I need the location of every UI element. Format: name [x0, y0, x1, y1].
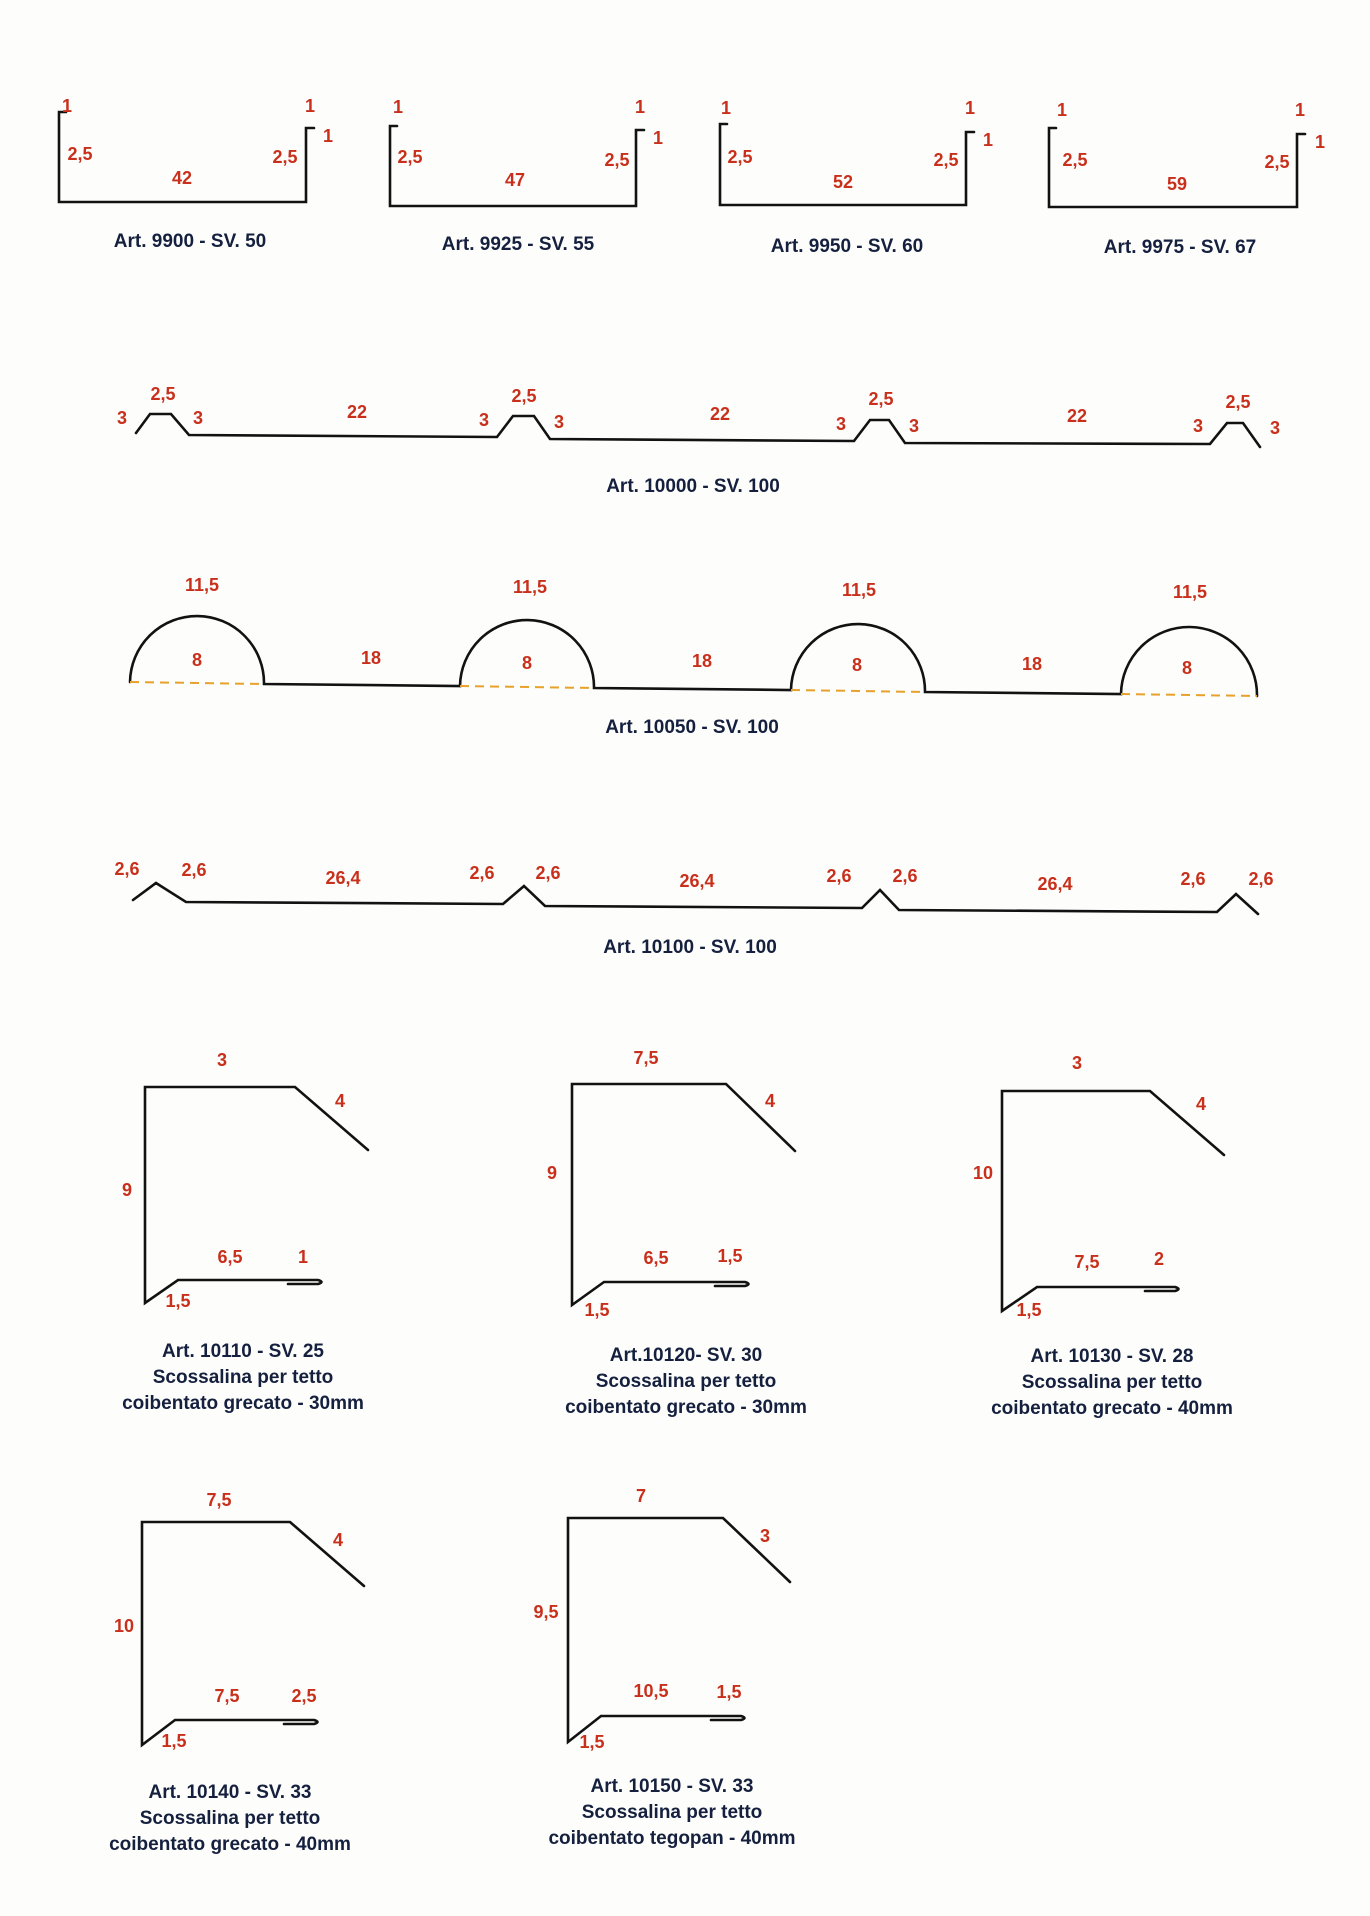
caption: Art. 9900 - SV. 50	[113, 231, 267, 252]
dim-label: 7,5	[206, 1490, 232, 1510]
profile-10100	[114, 859, 1273, 958]
flashing-10130	[973, 1053, 1233, 1419]
channel-9950	[720, 98, 993, 257]
dim-label: 3	[478, 410, 490, 430]
dim-label: 22	[1066, 406, 1088, 426]
dim-label: 1	[964, 98, 976, 118]
dim-label: 26,4	[1037, 874, 1073, 894]
caption-line: coibentato grecato - 40mm	[109, 1834, 351, 1855]
dim-label: 1,5	[584, 1300, 610, 1320]
channel-9900	[59, 96, 333, 252]
dim-label: 26,4	[325, 868, 361, 888]
dim-label: 2,5	[272, 147, 298, 167]
dim-label: 22	[346, 402, 368, 422]
dim-label: 3	[908, 416, 920, 436]
profile-10000	[117, 384, 1280, 497]
dim-label: 1	[634, 97, 646, 117]
dim-label: 52	[832, 172, 854, 192]
dim-label: 3	[759, 1526, 771, 1546]
dim-label: 2,5	[1062, 150, 1088, 170]
dim-label: 2,6	[1248, 869, 1274, 889]
dim-label: 2,6	[1180, 869, 1206, 889]
flashing-profile-line	[142, 1522, 364, 1745]
dim-label: 11,5	[1172, 582, 1208, 602]
caption-line: coibentato grecato - 40mm	[991, 1398, 1233, 1419]
dim-label: 4	[334, 1091, 346, 1111]
dim-label: 8	[191, 650, 203, 670]
dim-label: 2,5	[868, 389, 894, 409]
caption-line: coibentato grecato - 30mm	[565, 1397, 807, 1418]
dim-label: 2,5	[291, 1686, 317, 1706]
dim-label: 3	[1269, 418, 1281, 438]
flashing-profile-line	[568, 1518, 790, 1742]
flashing-profile-line	[1002, 1091, 1224, 1311]
caption: Art. 9975 - SV. 67	[1103, 237, 1257, 258]
dim-label: 2,6	[535, 863, 561, 883]
dim-label: 10	[113, 1616, 135, 1636]
dim-label: 1	[392, 97, 404, 117]
dim-label: 4	[764, 1091, 776, 1111]
dim-label: 1	[1294, 100, 1306, 120]
dim-label: 3	[216, 1050, 228, 1070]
caption: Art. 10050 - SV. 100	[605, 717, 779, 738]
dim-label: 1	[652, 128, 664, 148]
dim-label: 26,4	[679, 871, 715, 891]
dim-label: 2,5	[67, 144, 93, 164]
flashing-10140	[109, 1490, 364, 1855]
dim-label: 22	[709, 404, 731, 424]
dim-label: 42	[171, 168, 193, 188]
dim-label: 1	[1314, 132, 1326, 152]
dim-label: 1,5	[716, 1682, 742, 1702]
caption-line: coibentato tegopan - 40mm	[548, 1828, 796, 1849]
dim-label: 1	[61, 96, 73, 116]
dim-label: 8	[851, 655, 863, 675]
caption-line: Scossalina per tetto	[152, 1367, 334, 1388]
dim-label: 18	[1021, 654, 1043, 674]
dim-label: 3	[553, 412, 565, 432]
caption-line: Scossalina per tetto	[595, 1371, 777, 1392]
dim-label: 1,5	[1016, 1300, 1042, 1320]
dim-label: 2,6	[181, 860, 207, 880]
caption-line: Art. 10150 - SV. 33	[590, 1776, 754, 1797]
flashing-10120	[547, 1048, 807, 1418]
caption-line: Art. 10110 - SV. 25	[162, 1341, 324, 1362]
dim-label: 1,5	[717, 1246, 743, 1266]
dim-label: 2,5	[933, 150, 959, 170]
profile-10000-line	[136, 414, 1260, 447]
dim-label: 11,5	[184, 575, 220, 595]
dim-label: 6,5	[643, 1248, 669, 1268]
dashed-chord	[130, 682, 264, 684]
dim-label: 11,5	[512, 577, 548, 597]
caption-line: coibentato grecato - 30mm	[122, 1393, 364, 1414]
caption-line: Art.10120- SV. 30	[609, 1345, 763, 1366]
dim-label: 8	[521, 653, 533, 673]
profile-10050	[130, 575, 1257, 738]
dim-label: 2,5	[397, 147, 423, 167]
dashed-chord	[460, 686, 594, 688]
dim-label: 2,6	[826, 866, 852, 886]
dim-label: 3	[192, 408, 204, 428]
caption-line: Art. 10140 - SV. 33	[148, 1782, 312, 1803]
dim-label: 4	[332, 1530, 344, 1550]
dim-label: 2,6	[892, 866, 918, 886]
dim-label: 4	[1195, 1094, 1207, 1114]
dim-label: 1	[304, 96, 316, 116]
dim-label: 1	[322, 126, 334, 146]
dim-label: 3	[1071, 1053, 1083, 1073]
dim-label: 2,5	[511, 386, 537, 406]
flashing-profile-line	[145, 1087, 368, 1303]
dim-label: 1	[720, 98, 732, 118]
dim-label: 18	[360, 648, 382, 668]
dim-label: 7	[635, 1486, 647, 1506]
dim-label: 10,5	[633, 1681, 669, 1701]
dim-label: 9	[121, 1180, 133, 1200]
dim-label: 7,5	[214, 1686, 240, 1706]
dim-label: 1	[982, 130, 994, 150]
caption: Art. 9925 - SV. 55	[441, 234, 595, 255]
caption: Art. 9950 - SV. 60	[770, 236, 924, 257]
dim-label: 11,5	[841, 580, 877, 600]
dim-label: 2,5	[1225, 392, 1251, 412]
caption-line: Scossalina per tetto	[139, 1808, 321, 1829]
dim-label: 9	[546, 1163, 558, 1183]
dim-label: 10	[972, 1163, 994, 1183]
dashed-chord	[791, 690, 925, 692]
dim-label: 18	[691, 651, 713, 671]
dim-label: 1,5	[165, 1291, 191, 1311]
dim-label: 2	[1153, 1249, 1165, 1269]
dim-label: 3	[116, 408, 128, 428]
dim-label: 7,5	[633, 1048, 659, 1068]
flashing-10110	[122, 1050, 368, 1414]
flashing-10150	[533, 1486, 795, 1849]
channel-9925	[390, 97, 663, 255]
dim-label: 1,5	[579, 1732, 605, 1752]
caption: Art. 10000 - SV. 100	[606, 476, 780, 497]
dim-label: 1	[1056, 100, 1068, 120]
caption-line: Scossalina per tetto	[1021, 1372, 1203, 1393]
dim-label: 3	[1192, 416, 1204, 436]
caption: Art. 10100 - SV. 100	[603, 937, 777, 958]
dim-label: 2,5	[1264, 152, 1290, 172]
dim-label: 2,6	[114, 859, 140, 879]
dim-label: 59	[1166, 174, 1188, 194]
flashing-profile-line	[572, 1084, 795, 1305]
dim-label: 47	[504, 170, 526, 190]
dim-label: 3	[835, 414, 847, 434]
dim-label: 1,5	[161, 1731, 187, 1751]
dim-label: 2,5	[150, 384, 176, 404]
dim-label: 9,5	[533, 1602, 559, 1622]
dim-label: 7,5	[1074, 1252, 1100, 1272]
dim-label: 1	[297, 1247, 309, 1267]
dim-label: 2,6	[469, 863, 495, 883]
dashed-chord	[1121, 694, 1257, 696]
caption-line: Art. 10130 - SV. 28	[1030, 1346, 1194, 1367]
channel-9975	[1049, 100, 1325, 258]
dim-label: 2,5	[604, 150, 630, 170]
caption-line: Scossalina per tetto	[581, 1802, 763, 1823]
dim-label: 6,5	[217, 1247, 243, 1267]
dim-label: 2,5	[727, 147, 753, 167]
dim-label: 8	[1181, 658, 1193, 678]
